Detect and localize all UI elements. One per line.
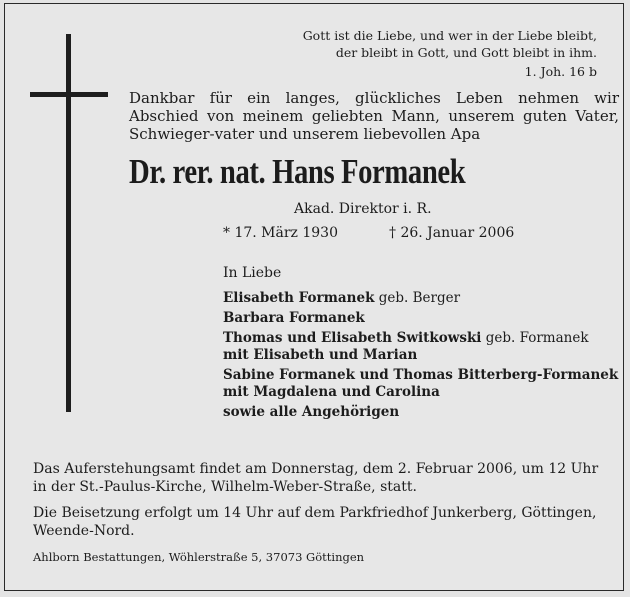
cross-icon [66,34,71,412]
mourner-1 [223,290,618,307]
deceased-title: Akad. Direktor i. R. [294,201,432,217]
mourner-3-children: mit Elisabeth und Marian [223,347,418,363]
quote-line-1: Gott ist die Liebe, und wer in der Liebe bleibt, [302,28,597,43]
quote-verse: 1. Joh. 16 b [524,64,597,79]
burial-info [33,504,596,540]
birth-date: * 17. März 1930 [223,225,338,241]
mourner-name: Elisabeth Formanek [223,290,375,306]
burial-line-2: Weende-Nord. [33,523,135,539]
mourner-3 [223,330,618,347]
deceased-name: Dr. rer. nat. Hans Formanek [129,152,466,191]
undertaker-info: Ahlborn Bestattungen, Wöhlerstraße 5, 37073 Göttingen [33,550,365,564]
cross-icon-bar [30,92,108,97]
mourners-list [223,290,618,421]
mourner-suffix: geb. Berger [374,290,461,306]
mourner-4-children: mit Magdalena und Carolina [223,384,440,400]
service-line-2: in der St.-Paulus-Kirche, Wilhelm-Weber-Straße, statt. [33,479,417,495]
obituary-notice [4,3,624,591]
quote-line-2: der bleibt in Gott, und Gott bleibt in ihm. [335,45,597,60]
mourner-suffix: geb. Formanek [481,330,589,346]
mourner-2 [223,310,618,327]
mourner-name: Barbara Formanek [223,310,365,326]
service-line-1: Das Auferstehungsamt findet am Donnerstag, dem 2. Februar 2006, um 12 Uhr [33,461,599,477]
mourner-5: sowie alle Angehörigen [223,404,400,420]
death-date: † 26. Januar 2006 [389,225,515,241]
service-info [33,460,598,496]
intro-text: Dankbar für ein langes, glückliches Leben nehmen wir Abschied von meinem geliebten Mann, unserem guten Vater, Schwieger-vater und unserem liebevollen Apa [129,89,619,143]
burial-line-1: Die Beisetzung erfolgt um 14 Uhr auf dem Parkfriedhof Junkerberg, Göttingen, [33,505,597,521]
mourner-name: Thomas und Elisabeth Switkowski [223,330,482,346]
mourners-heading: In Liebe [223,265,282,281]
mourner-4: Sabine Formanek und Thomas Bitterberg-Formanek [223,367,619,383]
bible-quote [303,27,597,80]
